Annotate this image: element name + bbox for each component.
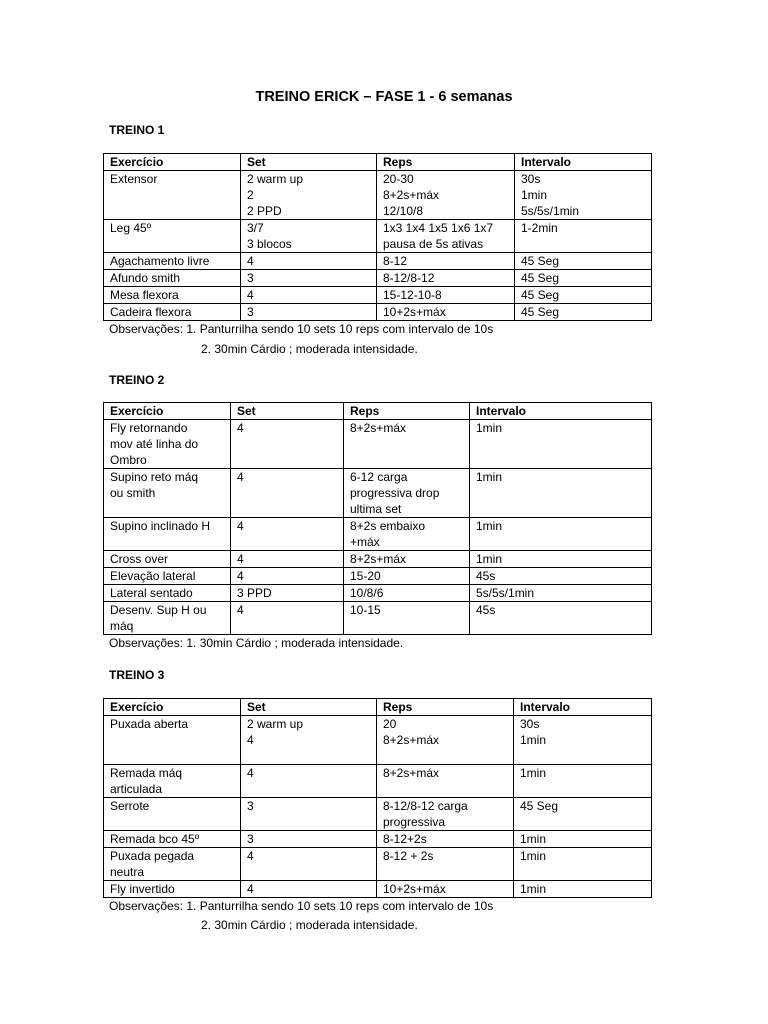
table-header-row [104, 699, 652, 716]
cell-reps: 1x3 1x4 1x5 1x6 1x7 pausa de 5s ativas [377, 220, 515, 253]
cell-set: 4 [231, 568, 344, 585]
treino-1-table [103, 153, 652, 321]
cell-exercicio: Extensor [104, 171, 241, 220]
cell-exercicio: Mesa flexora [104, 287, 241, 304]
table-row [104, 831, 652, 848]
table-row [104, 716, 652, 765]
cell-exercicio: Cross over [104, 551, 231, 568]
cell-exercicio: Supino reto máq ou smith [104, 469, 231, 518]
cell-reps: 8-12/8-12 carga progressiva [377, 798, 514, 831]
table-row [104, 765, 652, 798]
cell-set: 3 [241, 798, 377, 831]
cell-set: 3 [241, 304, 377, 321]
cell-set: 4 [241, 881, 377, 898]
table-row [104, 171, 652, 220]
cell-exercicio: Fly invertido [104, 881, 241, 898]
cell-set: 4 [231, 551, 344, 568]
header-exercicio: Exercício [104, 154, 241, 171]
cell-intervalo: 45 Seg [515, 287, 652, 304]
cell-set: 4 [231, 420, 344, 469]
cell-intervalo: 1min [470, 420, 652, 469]
cell-set: 4 [241, 848, 377, 881]
header-set: Set [241, 154, 377, 171]
cell-exercicio: Desenv. Sup H ou máq [104, 602, 231, 635]
cell-reps: 10+2s+máx [377, 881, 514, 898]
cell-set: 4 [231, 602, 344, 635]
treino-1-observacoes: Observações: 1. Panturrilha sendo 10 sets 10 reps com intervalo de 10s [109, 322, 494, 336]
cell-reps: 8+2s embaixo +máx [344, 518, 470, 551]
treino-2-table [103, 402, 652, 635]
header-reps: Reps [377, 699, 514, 716]
table-row [104, 253, 652, 270]
cell-reps: 20-30 8+2s+máx 12/10/8 [377, 171, 515, 220]
cell-exercicio: Supino inclinado H [104, 518, 231, 551]
cell-set: 4 [231, 469, 344, 518]
cell-set: 3/7 3 blocos [241, 220, 377, 253]
table-row [104, 304, 652, 321]
table-row [104, 585, 652, 602]
cell-intervalo: 1min [470, 551, 652, 568]
table-row [104, 848, 652, 881]
header-set: Set [231, 403, 344, 420]
cell-reps: 10/8/6 [344, 585, 470, 602]
table-row [104, 518, 652, 551]
cell-exercicio: Fly retornando mov até linha do Ombro [104, 420, 231, 469]
header-set: Set [241, 699, 377, 716]
cell-set: 4 [241, 287, 377, 304]
cell-set: 4 [241, 253, 377, 270]
table-row [104, 220, 652, 253]
cell-exercicio: Puxada aberta [104, 716, 241, 765]
table-header-row [104, 403, 652, 420]
header-reps: Reps [344, 403, 470, 420]
cell-exercicio: Agachamento livre [104, 253, 241, 270]
cell-intervalo: 45 Seg [515, 270, 652, 287]
treino-3-observacoes-2: 2. 30min Cárdio ; moderada intensidade. [201, 918, 418, 932]
cell-exercicio: Lateral sentado [104, 585, 231, 602]
cell-intervalo: 1min [514, 831, 652, 848]
cell-set: 2 warm up 2 2 PPD [241, 171, 377, 220]
cell-exercicio: Remada máq articulada [104, 765, 241, 798]
cell-intervalo: 1min [514, 881, 652, 898]
cell-intervalo: 1min [470, 469, 652, 518]
cell-intervalo: 1-2min [515, 220, 652, 253]
cell-reps: 8-12 [377, 253, 515, 270]
cell-reps: 20 8+2s+máx [377, 716, 514, 765]
treino-3-title: TREINO 3 [109, 668, 165, 682]
cell-exercicio: Puxada pegada neutra [104, 848, 241, 881]
cell-exercicio: Remada bco 45º [104, 831, 241, 848]
cell-intervalo: 45 Seg [515, 253, 652, 270]
cell-exercicio: Elevação lateral [104, 568, 231, 585]
table-row [104, 551, 652, 568]
cell-reps: 8+2s+máx [377, 765, 514, 798]
table-row [104, 568, 652, 585]
treino-2-observacoes: Observações: 1. 30min Cárdio ; moderada intensidade. [109, 636, 404, 650]
header-exercicio: Exercício [104, 699, 241, 716]
table-row [104, 270, 652, 287]
cell-intervalo: 45 Seg [515, 304, 652, 321]
table-row [104, 469, 652, 518]
cell-reps: 15-20 [344, 568, 470, 585]
header-intervalo: Intervalo [515, 154, 652, 171]
table-row [104, 798, 652, 831]
cell-intervalo: 45s [470, 602, 652, 635]
cell-intervalo: 1min [514, 848, 652, 881]
cell-exercicio: Leg 45º [104, 220, 241, 253]
treino-1-observacoes-2: 2. 30min Cárdio ; moderada intensidade. [201, 342, 418, 356]
cell-reps: 8+2s+máx [344, 420, 470, 469]
cell-set: 3 [241, 270, 377, 287]
cell-reps: 8-12/8-12 [377, 270, 515, 287]
header-intervalo: Intervalo [514, 699, 652, 716]
page-title: TREINO ERICK – FASE 1 - 6 semanas [255, 89, 513, 105]
treino-3-observacoes: Observações: 1. Panturrilha sendo 10 sets 10 reps com intervalo de 10s [109, 899, 494, 913]
table-row [104, 881, 652, 898]
treino-1-title: TREINO 1 [109, 123, 165, 137]
treino-2-title: TREINO 2 [109, 373, 165, 387]
table-row [104, 287, 652, 304]
cell-reps: 15-12-10-8 [377, 287, 515, 304]
cell-reps: 8-12 + 2s [377, 848, 514, 881]
cell-intervalo: 1min [470, 518, 652, 551]
cell-set: 3 [241, 831, 377, 848]
cell-set: 3 PPD [231, 585, 344, 602]
cell-exercicio: Afundo smith [104, 270, 241, 287]
cell-intervalo: 30s 1min [514, 716, 652, 765]
cell-intervalo: 30s 1min 5s/5s/1min [515, 171, 652, 220]
cell-reps: 10-15 [344, 602, 470, 635]
header-reps: Reps [377, 154, 515, 171]
cell-exercicio: Cadeira flexora [104, 304, 241, 321]
table-row [104, 602, 652, 635]
cell-reps: 8+2s+máx [344, 551, 470, 568]
cell-intervalo: 5s/5s/1min [470, 585, 652, 602]
header-exercicio: Exercício [104, 403, 231, 420]
cell-set: 2 warm up 4 [241, 716, 377, 765]
cell-exercicio: Serrote [104, 798, 241, 831]
cell-set: 4 [231, 518, 344, 551]
cell-reps: 8-12+2s [377, 831, 514, 848]
cell-reps: 10+2s+máx [377, 304, 515, 321]
table-row [104, 420, 652, 469]
cell-set: 4 [241, 765, 377, 798]
cell-reps: 6-12 carga progressiva drop ultima set [344, 469, 470, 518]
cell-intervalo: 45 Seg [514, 798, 652, 831]
treino-3-table [103, 698, 652, 898]
header-intervalo: Intervalo [470, 403, 652, 420]
cell-intervalo: 1min [514, 765, 652, 798]
table-header-row [104, 154, 652, 171]
cell-intervalo: 45s [470, 568, 652, 585]
